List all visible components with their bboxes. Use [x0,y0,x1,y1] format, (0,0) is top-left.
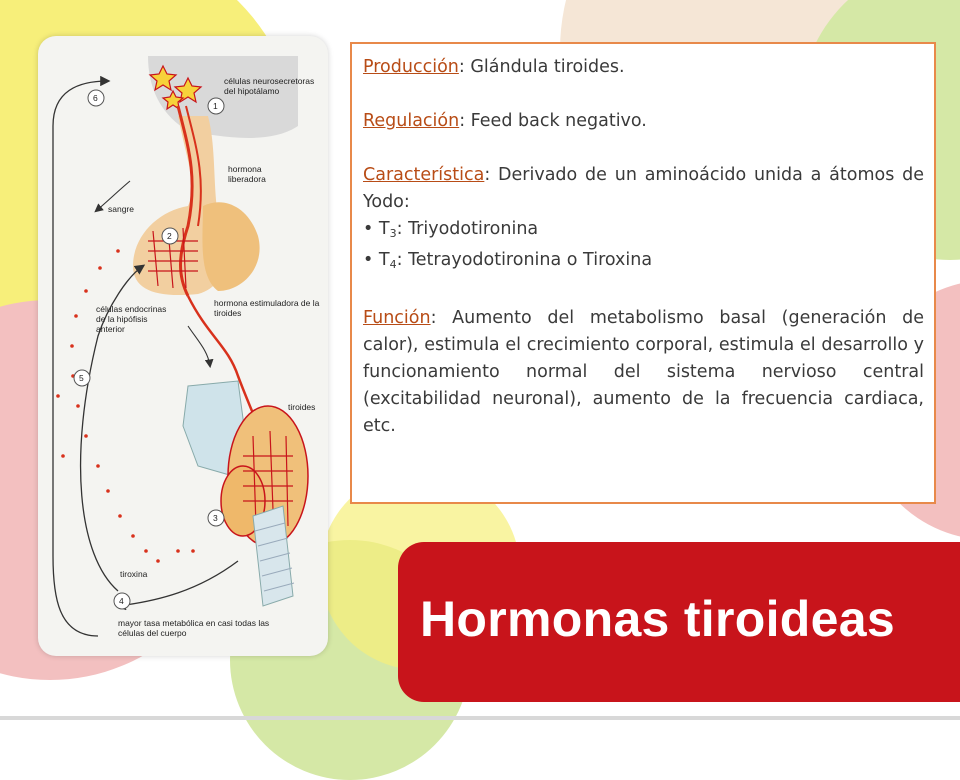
function-text: : Aumento del metabolismo basal (generación de calor), estimula el crecimiento corporal, estimula el desarrollo y funcionamiento normal del sistema nervioso central (excitabilidad neuronal), aumento de la frecuencia cardiaca, etc. [363,308,924,436]
production-heading: Producción [363,57,459,77]
t3-text: : Triyodotironina [396,219,539,239]
function-heading: Función [363,308,431,328]
step-2-number: 2 [167,231,172,241]
slide-title: Hormonas tiroideas [420,591,895,647]
regulation-paragraph [363,108,924,135]
label-pituitary-cells: células endocrinas de la hipófisis anterior [96,304,167,334]
function-paragraph [363,305,924,440]
thyroid-axis-diagram [38,36,328,656]
label-thyroid: tiroides [288,402,316,412]
label-releasing-hormone: hormona liberadora [228,164,266,184]
diagram-drawing [38,36,328,656]
regulation-heading: Regulación [363,111,460,131]
t4-bullet [363,247,924,278]
t4-subscript: 4 [389,258,397,271]
bullet-symbol: • [363,250,374,270]
characteristic-text: : Derivado de un aminoácido unida a átomos de Yodo: [363,165,924,212]
production-text: : Glándula tiroides. [458,57,625,77]
step-1-number: 1 [213,101,218,111]
step-6-number: 6 [93,93,98,103]
step-5-number: 5 [79,373,84,383]
step-3-number: 3 [213,513,218,523]
step-4-number: 4 [119,596,124,606]
characteristic-paragraph [363,162,924,216]
t3-bullet [363,216,924,247]
characteristic-heading: Característica [363,165,485,185]
label-metabolic-rate: mayor tasa metabólica en casi todas las células del cuerpo [118,618,270,638]
production-paragraph [363,54,924,81]
label-thyroxine: tiroxina [120,569,148,579]
title-band [398,542,960,702]
bottom-divider [0,716,960,720]
bullet-symbol: • [363,219,374,239]
label-neurosecretory-cells: células neurosecretoras del hipotálamo [224,76,315,96]
t3-subscript: 3 [389,227,397,240]
t4-letter: T [378,250,390,270]
info-box [350,42,936,504]
regulation-text: : Feed back negativo. [459,111,647,131]
label-blood: sangre [108,204,134,214]
t3-letter: T [378,219,390,239]
label-stimulating-hormone: hormona estimuladora de la tiroides [214,298,320,318]
t4-text: : Tetrayodotironina o Tiroxina [396,250,653,270]
